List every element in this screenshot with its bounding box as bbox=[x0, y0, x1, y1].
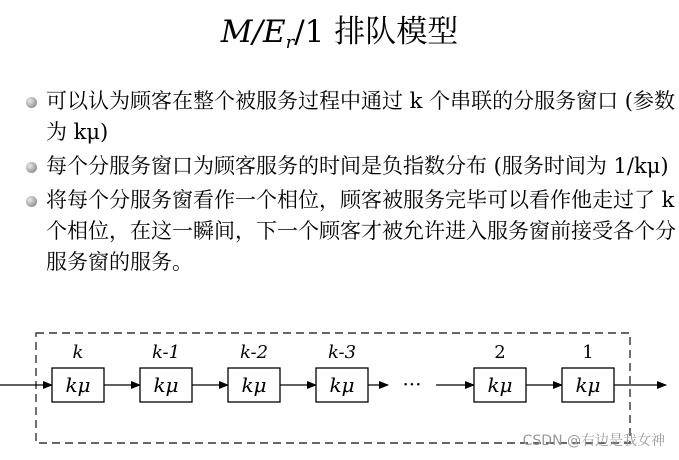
bullet-dot-icon bbox=[26, 196, 37, 207]
phase-rate-label: kμ bbox=[487, 373, 513, 397]
bullet-text: 可以认为顾客在整个被服务过程中通过 k 个串联的分服务窗口 (参数为 kμ) bbox=[46, 89, 675, 144]
ellipsis-label: ··· bbox=[402, 372, 422, 396]
title-model: M/E bbox=[220, 14, 286, 50]
title-suffix: /1 bbox=[294, 14, 325, 50]
bullet-dot-icon bbox=[26, 97, 37, 108]
title-subscript: r bbox=[285, 32, 295, 53]
bullet-dot-icon bbox=[26, 162, 37, 173]
bullet-text: 将每个分服务窗看作一个相位，顾客被服务完毕可以看作他走过了 k 个相位，在这一瞬间，下一个顾客才被允许进入服务窗前接受各个分服务窗的服务。 bbox=[46, 188, 676, 274]
bullet-text: 每个分服务窗口为顾客服务的时间是负指数分布 (服务时间为 1/kμ) bbox=[46, 154, 669, 178]
phase-rate-label: kμ bbox=[65, 373, 91, 397]
bullet-list bbox=[26, 86, 676, 281]
phase-rate-label: kμ bbox=[153, 373, 179, 397]
phase-number-label: 2 bbox=[494, 342, 506, 363]
phase-number-label: 1 bbox=[582, 342, 594, 363]
bullet-item bbox=[26, 86, 676, 148]
phase-number-label: k-3 bbox=[327, 342, 357, 363]
bullet-item bbox=[26, 151, 676, 182]
title-text: 排队模型 bbox=[334, 14, 459, 50]
phase-number-label: k bbox=[72, 342, 84, 363]
phase-number-label: k-1 bbox=[151, 342, 181, 363]
phase-rate-label: kμ bbox=[329, 373, 355, 397]
phase-number-label: k-2 bbox=[239, 342, 269, 363]
page-title bbox=[0, 6, 679, 53]
watermark: CSDN @右边是我女神 bbox=[522, 433, 665, 449]
phase-rate-label: kμ bbox=[241, 373, 267, 397]
bullet-item bbox=[26, 185, 676, 278]
stages-layer bbox=[0, 342, 666, 402]
phase-rate-label: kμ bbox=[575, 373, 601, 397]
